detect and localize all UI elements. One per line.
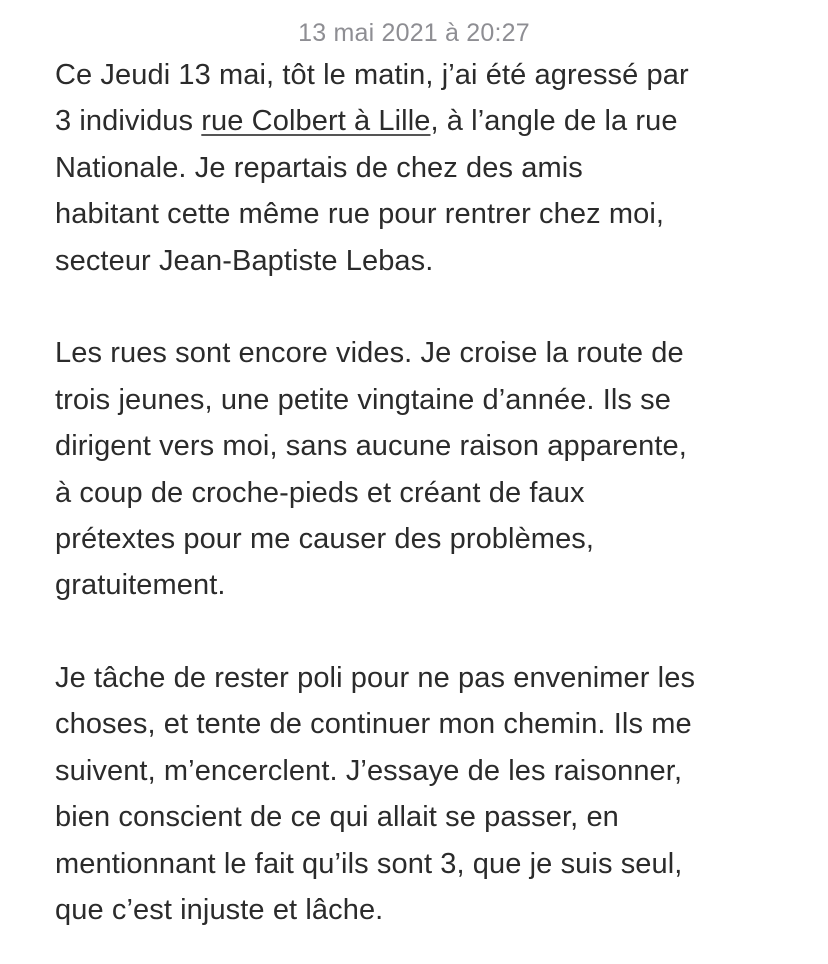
text-line: prétextes pour me causer des problèmes, (55, 522, 595, 555)
text-line: habitant cette même rue pour rentrer chez moi, (55, 198, 665, 231)
text-segment: , à l’angle de la rue (430, 105, 678, 138)
text-line: dirigent vers moi, sans aucune raison apparente, (55, 430, 687, 463)
text-line: secteur Jean-Baptiste Lebas. (55, 244, 434, 277)
text-line: mentionnant le fait qu’ils sont 3, que je suis seul, (55, 847, 683, 880)
text-line: Je tâche de rester poli pour ne pas envenimer les (55, 662, 696, 695)
text-line: trois jeunes, une petite vingtaine d’année. Ils se (55, 383, 672, 416)
text-line-with-link (55, 98, 795, 144)
text-line: suivent, m’encerclent. J’essaye de les raisonner, (55, 754, 683, 787)
text-line: Nationale. Je repartais de chez des amis (55, 151, 583, 184)
text-line: choses, et tente de continuer mon chemin. Ils me (55, 708, 692, 741)
paragraph-3 (55, 655, 795, 933)
text-line: gratuitement. (55, 569, 226, 602)
text-line: Les rues sont encore vides. Je croise la route de (55, 337, 684, 370)
text-segment: 3 individus (55, 105, 202, 138)
text-line: Ce Jeudi 13 mai, tôt le matin, j’ai été agressé par (55, 59, 689, 91)
text-line: bien conscient de ce qui allait se passer, en (55, 801, 619, 834)
paragraph-2 (55, 330, 795, 608)
address-link[interactable]: rue Colbert à Lille (201, 105, 431, 138)
note-body[interactable] (55, 0, 795, 933)
paragraph-1 (55, 52, 795, 284)
text-line: à coup de croche-pieds et créant de faux (55, 476, 585, 509)
note-timestamp: 13 mai 2021 à 20:27 (298, 19, 530, 47)
text-line: que c’est injuste et lâche. (55, 894, 384, 927)
